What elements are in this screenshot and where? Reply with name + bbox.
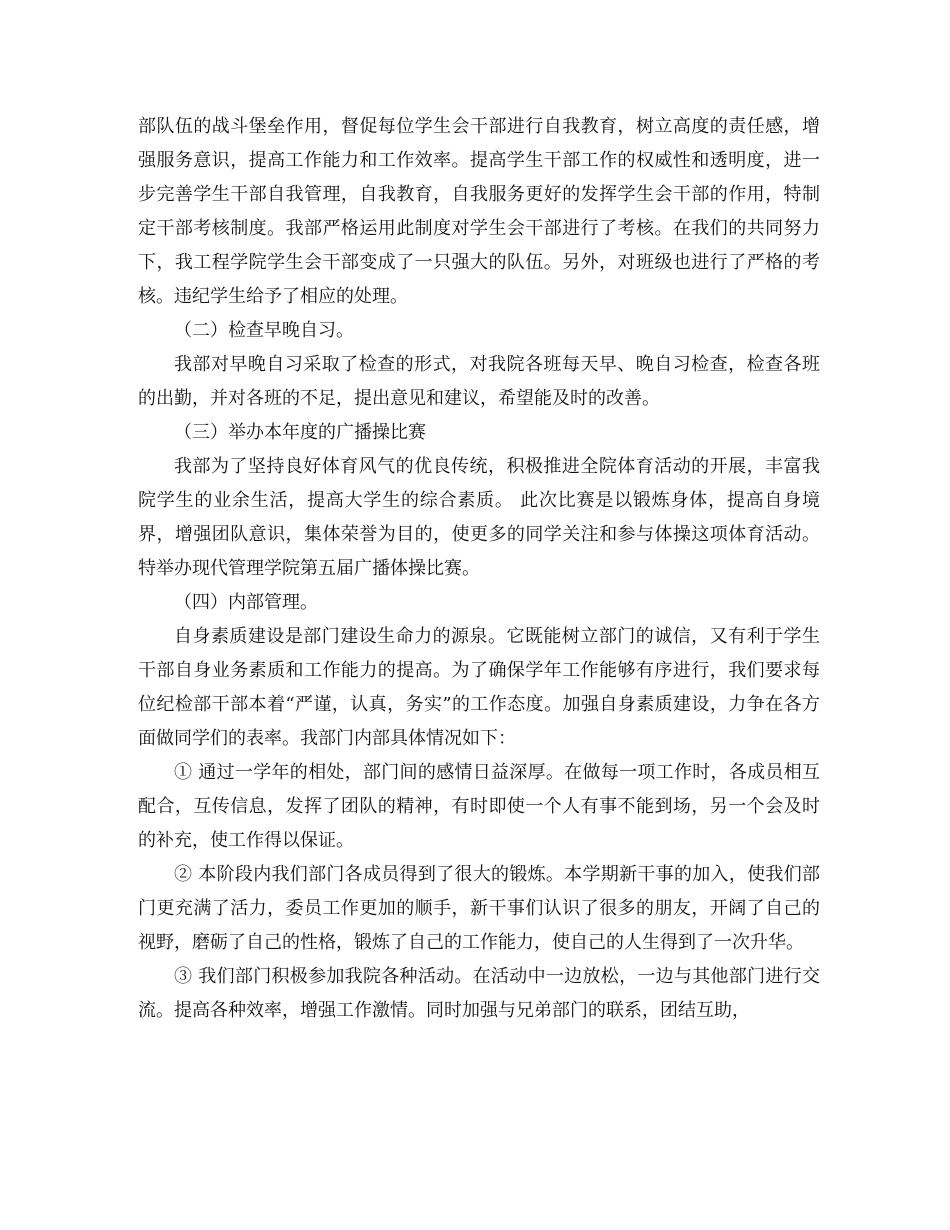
paragraph-continuation: 部队伍的战斗堡垒作用，督促每位学生会干部进行自我教育，树立高度的责任感，增强服务意识，提高工作能力和工作效率。提高学生干部工作的权威性和透明度，进一步完善学生干部自我管理，自我教育，自我服务更好的发挥学生会干部的作用，特制定干部考核制度。我部严格运用此制度对学生会干部进行了考核。在我们的共同努力下，我工程学院学生会干部变成了一只强大的队伍。另外，对班级也进行了严格的考核。违纪学生给予了相应的处理。 <box>138 116 820 307</box>
list-item-1: ① 通过一学年的相处，部门间的感情日益深厚。在做每一项工作时，各成员相互配合，互传信息，发挥了团队的精神，有时即使一个人有事不能到场，另一个会及时的补充，使工作得以保证。 <box>138 762 820 851</box>
paragraph-internal-management: 自身素质建设是部门建设生命力的源泉。它既能树立部门的诚信，又有利于学生干部自身业务素质和工作能力的提高。为了确保学年工作能够有序进行，我们要求每位纪检部干部本着“严谨，认真，务实”的工作态度。加强自身素质建设，力争在各方面做同学们的表率。我部门内部具体情况如下： <box>138 626 820 749</box>
document-body <box>138 110 820 1028</box>
list-item-2: ② 本阶段内我们部门各成员得到了很大的锻炼。本学期新干事的加入，使我们部门更充满了活力，委员工作更加的顺手，新干事们认识了很多的朋友，开阔了自己的视野，磨砺了自己的性格，锻炼了自己的工作能力，使自己的人生得到了一次升华。 <box>138 864 820 953</box>
paragraph-self-study-check: 我部对早晚自习采取了检查的形式，对我院各班每天早、晚自习检查，检查各班的出勤，并对各班的不足，提出意见和建议，希望能及时的改善。 <box>138 354 820 409</box>
list-item-3: ③ 我们部门积极参加我院各种活动。在活动中一边放松，一边与其他部门进行交流。提高各种效率，增强工作激情。同时加强与兄弟部门的联系，团结互助， <box>138 966 820 1021</box>
section-heading-3: （三）举办本年度的广播操比赛 <box>174 422 426 443</box>
section-heading-2: （二）检查早晚自习。 <box>174 320 354 341</box>
paragraph-exercise-competition: 我部为了坚持良好体育风气的优良传统，积极推进全院体育活动的开展，丰富我院学生的业余生活，提高大学生的综合素质。 此次比赛是以锻炼身体，提高自身境界，增强团队意识，集体荣誉为目的，使更多的同学关注和参与体操这项体育活动。特举办现代管理学院第五届广播体操比赛。 <box>138 456 820 579</box>
section-heading-4: （四）内部管理。 <box>174 592 318 613</box>
